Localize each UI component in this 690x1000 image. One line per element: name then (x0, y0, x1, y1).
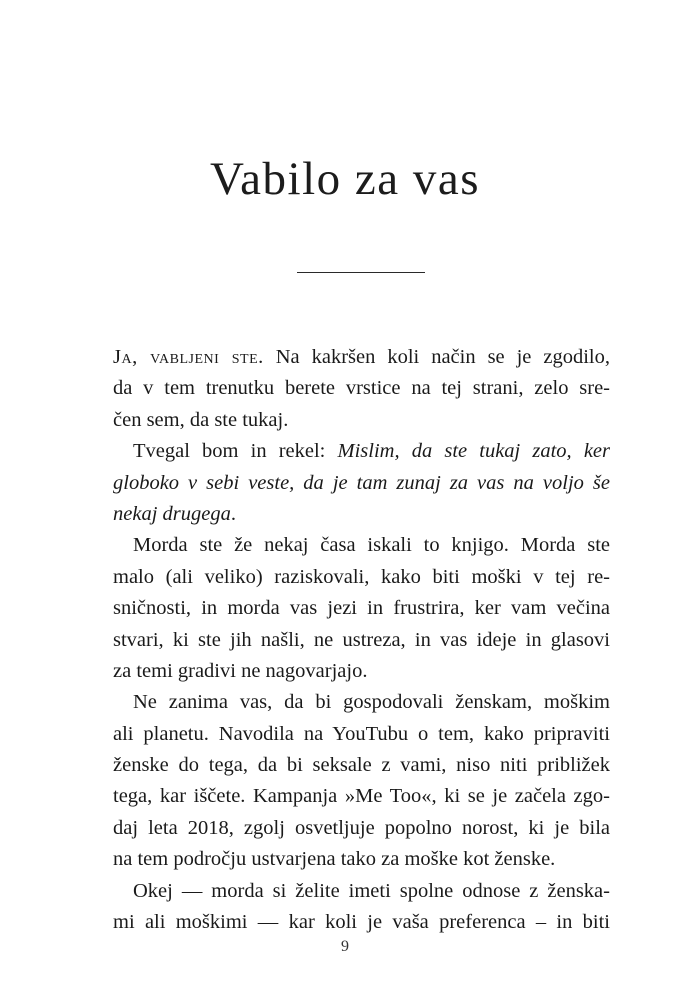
text-line: malo (ali veliko) raziskovali, kako biti moški v tej re- (113, 565, 610, 588)
text-line: Ja, vabljeni ste. Na kakršen koli način se je zgodilo, (113, 346, 610, 368)
text-line: tega, kar iščete. Kampanja »Me Too«, ki se je začela zgo- (113, 785, 610, 808)
text-line: sničnosti, in morda vas jezi in frustrira, ker vam večina (113, 597, 610, 620)
text-line: Morda ste že nekaj časa iskali to knjigo. Morda ste (133, 534, 610, 557)
text-line: na tem področju ustvarjena tako za moške kot ženske. (113, 848, 556, 871)
text-line: da v tem trenutku berete vrstice na tej strani, zelo sre- (113, 377, 610, 400)
page-number: 9 (341, 938, 349, 955)
text-line: za temi gradivi ne nagovarjajo. (113, 659, 368, 682)
text-line: čen sem, da ste tukaj. (113, 408, 289, 431)
text-line: nekaj drugega. (113, 502, 236, 525)
paragraph (113, 687, 610, 875)
text-line: stvari, ki ste jih našli, ne ustreza, in vas ideje in glasovi (113, 628, 610, 651)
paragraph (113, 530, 610, 687)
lead-in-smallcaps: Ja, vabljeni ste. (113, 346, 264, 368)
italic-text: nekaj drugega (113, 502, 231, 525)
italic-text: Mislim, da ste tukaj zato, ker (337, 440, 610, 463)
text-line: daj leta 2018, zgolj osvetljuje popolno norost, ki je bila (113, 816, 610, 839)
chapter-title: Vabilo za vas (209, 153, 481, 205)
text-line: mi ali moškimi — kar koli je vaša preferenca – in biti (113, 911, 610, 934)
paragraph (113, 876, 610, 939)
text-line: Ne zanima vas, da bi gospodovali ženskam, moškim (133, 691, 610, 714)
italic-text-line: globoko v sebi veste, da je tam zunaj za vas na voljo še (113, 471, 610, 494)
text-line: ženske do tega, da bi seksale z vami, niso niti približek (113, 754, 610, 777)
paragraph (113, 342, 610, 436)
text-line: Tvegal bom in rekel: Mislim, da ste tukaj zato, ker (133, 440, 610, 463)
paragraph (113, 436, 610, 530)
text-line: ali planetu. Navodila na YouTubu o tem, kako pripraviti (113, 722, 610, 745)
body-text (113, 342, 610, 938)
text-line: Okej — morda si želite imeti spolne odnose z ženska- (133, 879, 610, 902)
title-divider-rule (297, 272, 425, 273)
